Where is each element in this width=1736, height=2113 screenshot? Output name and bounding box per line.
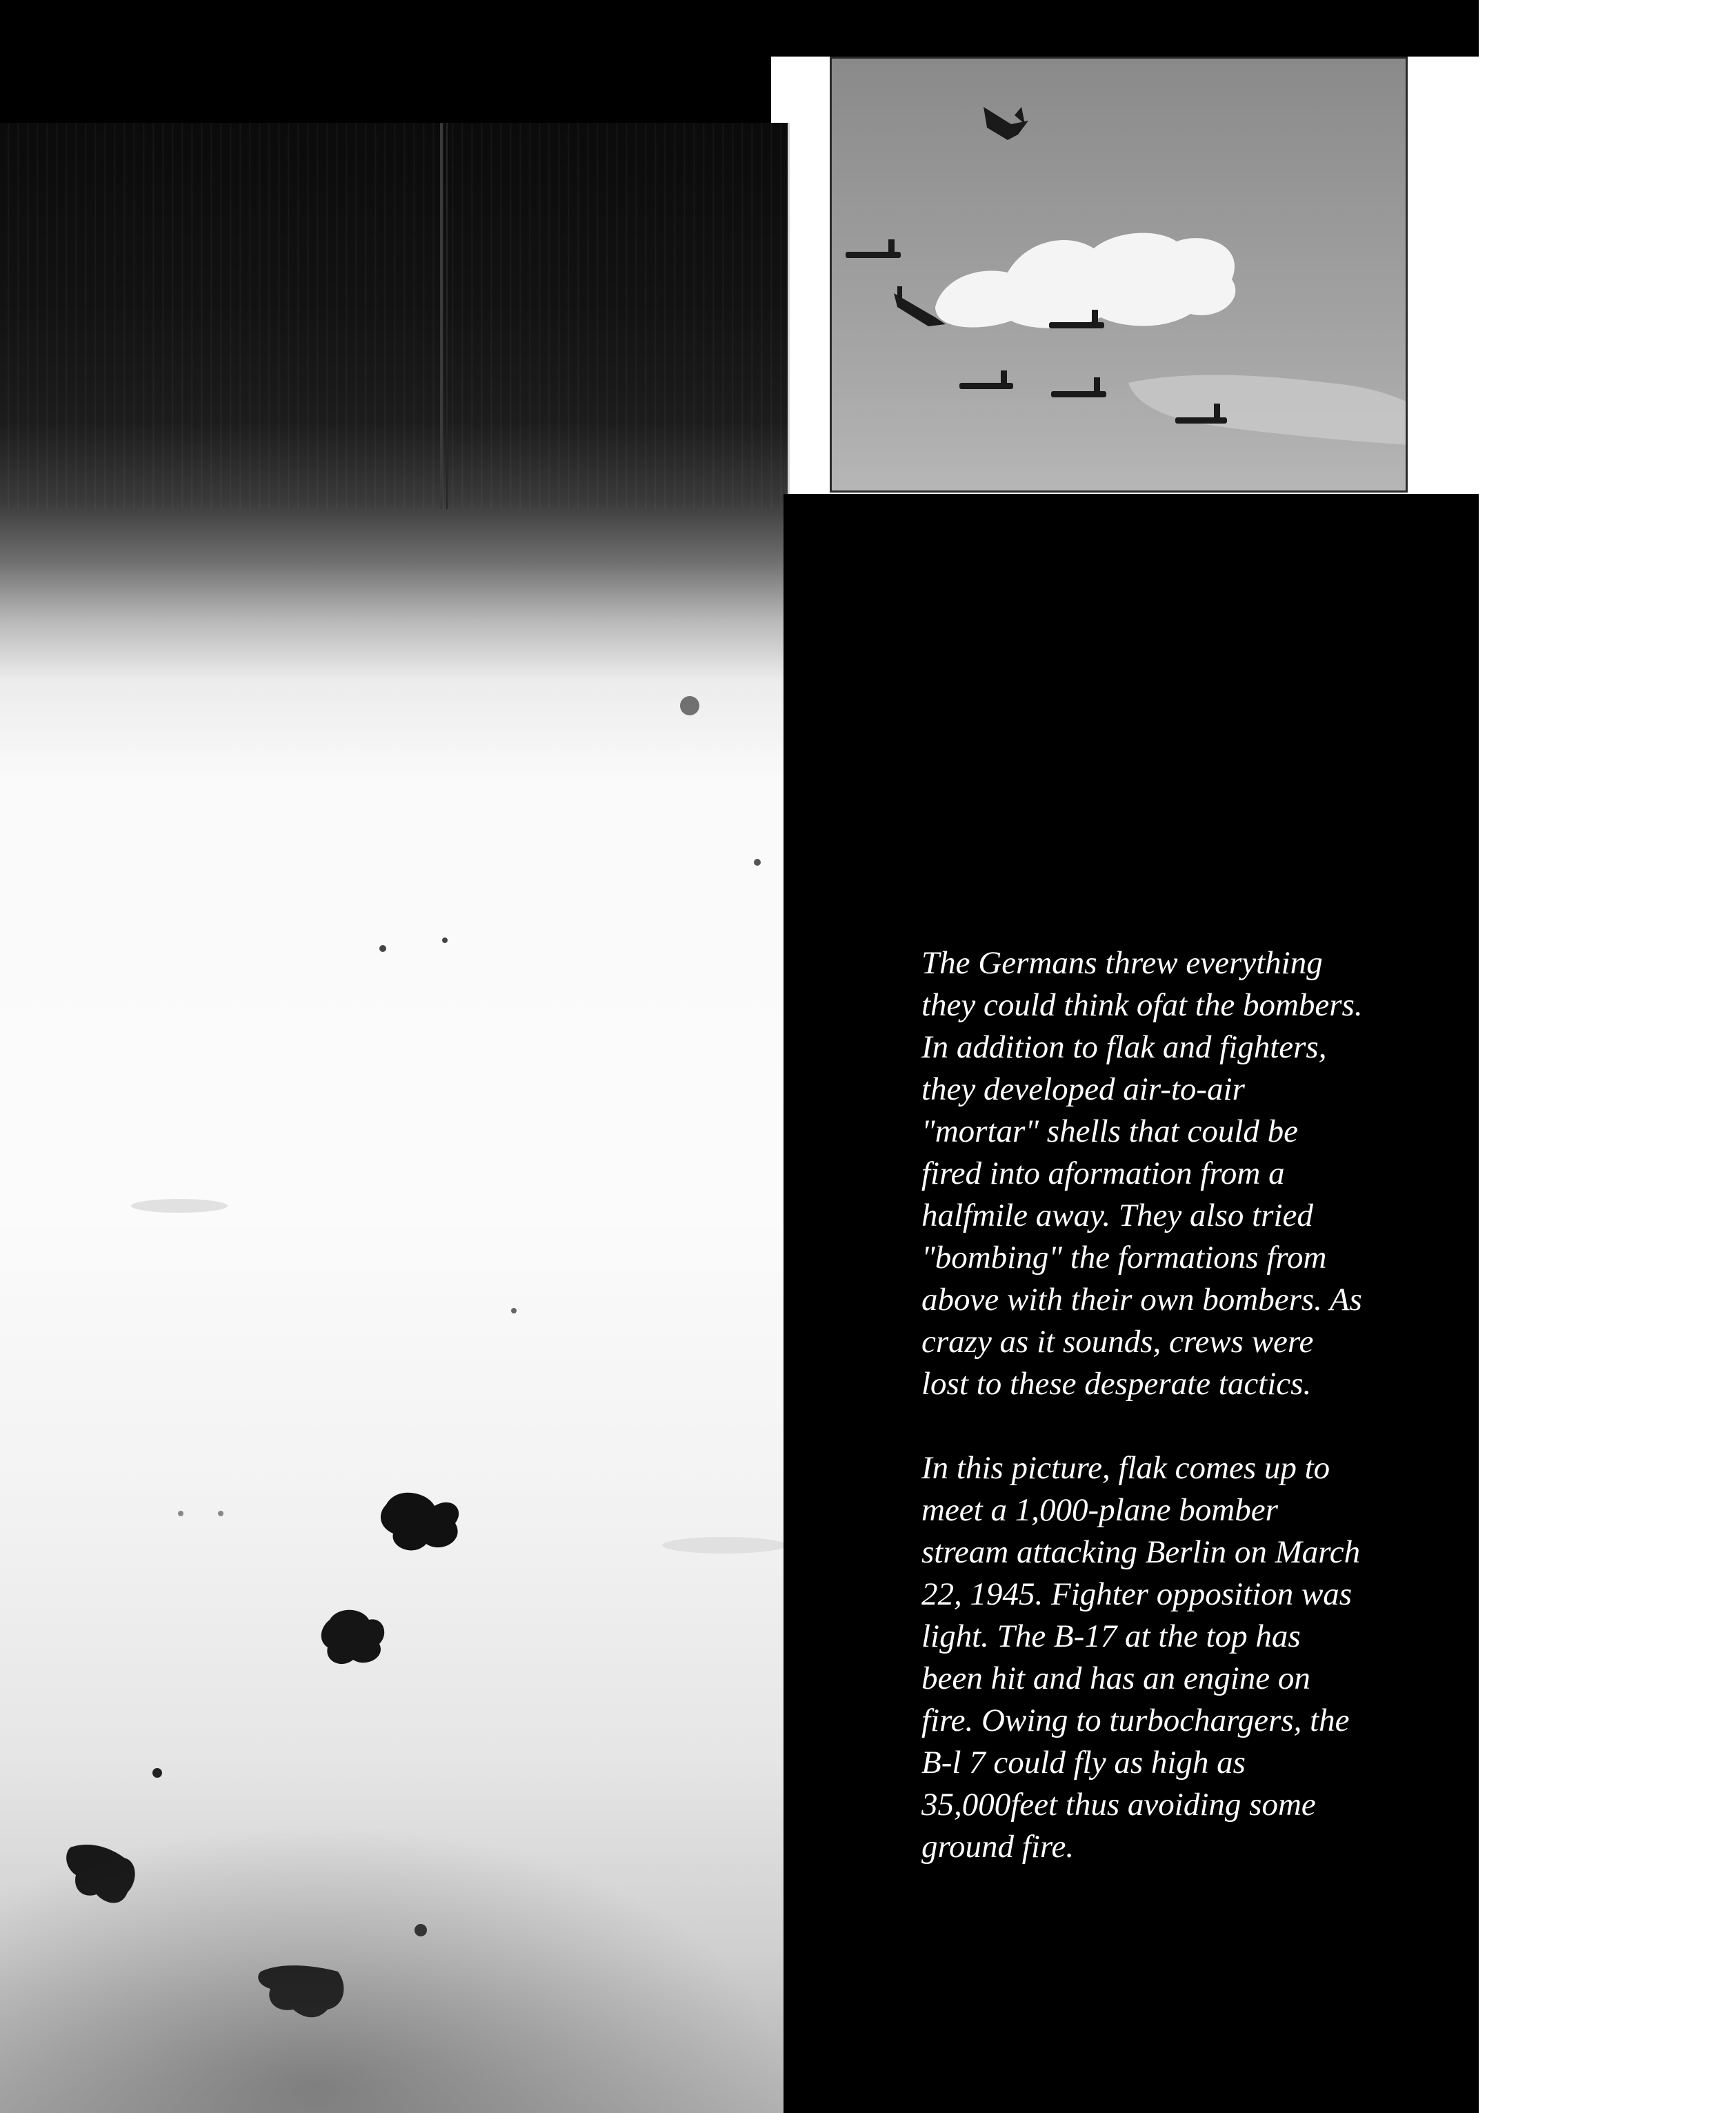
flak-burst xyxy=(381,1493,459,1551)
flak-burst xyxy=(66,1845,135,1903)
b17-silhouette xyxy=(984,107,1028,140)
top-black-band-right xyxy=(771,0,1479,57)
flak-burst xyxy=(258,1965,343,2017)
top-black-band xyxy=(0,0,771,123)
flak-burst xyxy=(321,1610,384,1664)
b17-formation-photo xyxy=(830,57,1408,493)
caption-text xyxy=(921,942,1363,1868)
formation-illustration xyxy=(832,59,1408,493)
b17-silhouette xyxy=(1051,377,1106,397)
b17-silhouette xyxy=(846,239,901,258)
caption-paragraph: In this picture, flak comes up to meet a 1,000-plane bomber stream attacking Berlin on March 22, 1945. Fighter opposition was light. The B-17 at the top has been hit and has an engine on fire. Owing to turbochargers, the B-l 7 could fly as high as 35,000feet thus avoiding some ground fire. xyxy=(921,1450,1361,1865)
caption-paragraph: The Germans threw everything they could think ofat the bombers. In addition to flak and fighters, they developed air-to-air "mortar" shells that could be fired into aformation from a halfmile away. They also tried "bombing" the formations from above with their own bombers. As crazy as it sounds, crews were lost to these desperate tactics. xyxy=(921,945,1363,1402)
flak-bursts-photo xyxy=(0,123,790,2113)
flak-bursts-illustration xyxy=(0,123,788,2113)
b17-silhouette xyxy=(959,370,1013,389)
